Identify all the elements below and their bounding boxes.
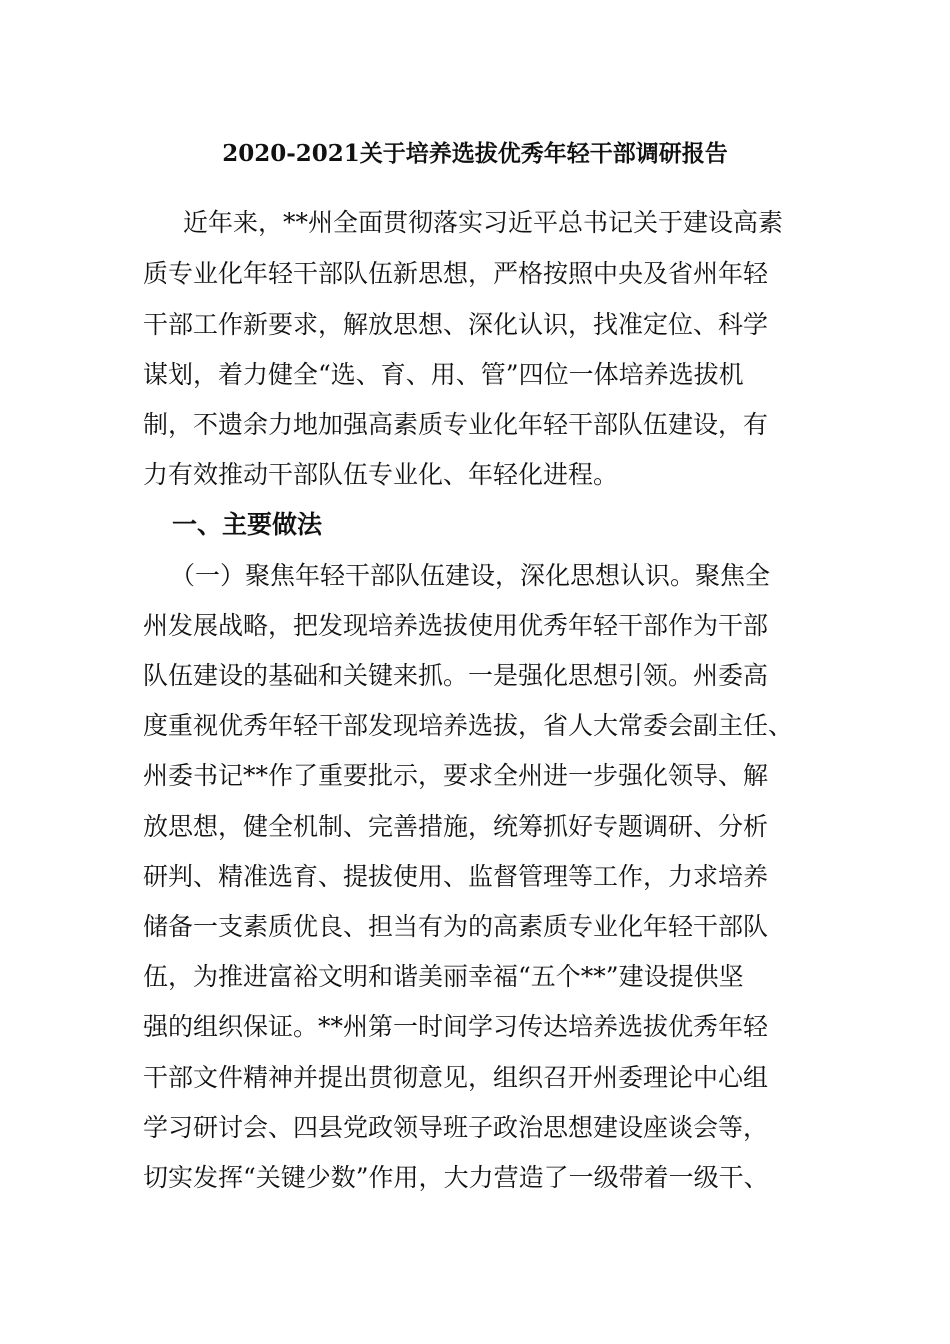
document-title: 2020-2021关于培养选拔优秀年轻干部调研报告	[222, 140, 728, 167]
body-line: 州发展战略，把发现培养选拔使用优秀年轻干部作为干部	[143, 611, 769, 640]
intro-line: 制，不遗余力地加强高素质专业化年轻干部队伍建设，有	[143, 410, 769, 439]
intro-line: 力有效推动干部队伍专业化、年轻化进程。	[143, 460, 619, 489]
section-heading: 一、主要做法	[172, 510, 323, 539]
intro-line: 近年来，**州全面贯彻落实习近平总书记关于建设高素	[183, 208, 784, 237]
body-line: 伍，为推进富裕文明和谐美丽幸福“五个**”建设提供坚	[143, 962, 744, 991]
body-line: 度重视优秀年轻干部发现培养选拔，省人大常委会副主任、	[143, 711, 794, 740]
body-line: 干部文件精神并提出贯彻意见，组织召开州委理论中心组	[143, 1063, 769, 1092]
body-line: 切实发挥“关键少数”作用，大力营造了一级带着一级干、	[143, 1163, 769, 1192]
intro-line: 干部工作新要求，解放思想、深化认识，找准定位、科学	[143, 310, 769, 339]
body-line: 储备一支素质优良、担当有为的高素质专业化年轻干部队	[143, 912, 769, 941]
body-line: 队伍建设的基础和关键来抓。一是强化思想引领。州委高	[143, 661, 769, 690]
intro-line: 谋划，着力健全“选、育、用、管”四位一体培养选拔机	[143, 360, 744, 389]
body-line: 放思想，健全机制、完善措施，统筹抓好专题调研、分析	[143, 812, 769, 841]
body-line: 州委书记**作了重要批示，要求全州进一步强化领导、解	[143, 761, 769, 790]
body-line: 研判、精准选育、提拔使用、监督管理等工作，力求培养	[143, 862, 769, 891]
body-line: 强的组织保证。**州第一时间学习传达培养选拔优秀年轻	[143, 1012, 769, 1041]
body-line: 学习研讨会、四县党政领导班子政治思想建设座谈会等，	[143, 1113, 769, 1142]
body-line: （一）聚焦年轻干部队伍建设，深化思想认识。聚焦全	[170, 561, 771, 590]
intro-line: 质专业化年轻干部队伍新思想，严格按照中央及省州年轻	[143, 259, 769, 288]
